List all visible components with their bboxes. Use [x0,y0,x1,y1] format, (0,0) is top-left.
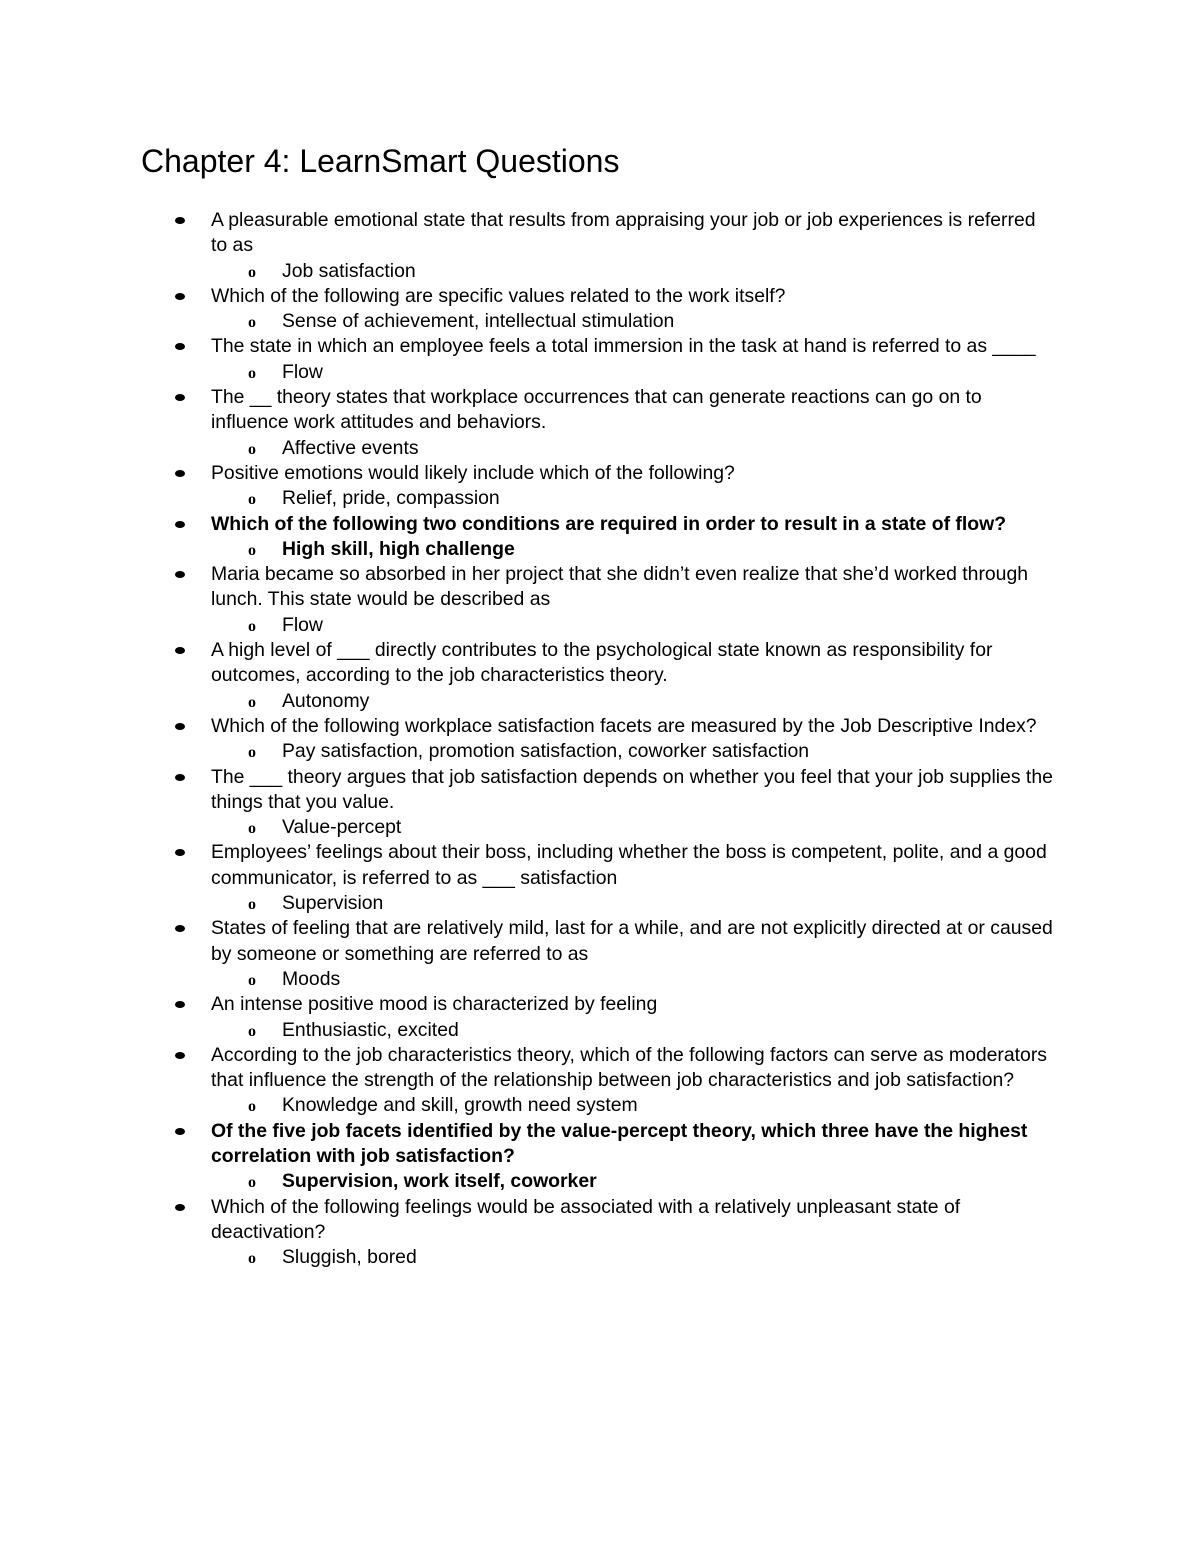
question-item-10 [0,765,1200,841]
answer-label: Knowledge and skill, growth need system [282,1094,638,1117]
answer-label: Supervision, work itself, coworker [282,1170,597,1193]
answer-label: Affective events [282,436,419,459]
question-label: Positive emotions would likely include which of the following? [211,461,735,484]
sub-bullet-icon: o [248,896,256,914]
answer-label: Autonomy [282,689,370,712]
question-label: An intense positive mood is characterized by feeling [211,993,658,1016]
bullet-icon [175,1128,185,1135]
answer-label: Sluggish, bored [282,1246,417,1269]
question-text [211,461,1056,486]
sub-bullet-icon: o [248,541,256,559]
question-item-3 [0,334,1200,385]
answer-label: Enthusiastic, excited [282,1018,459,1041]
answer-text [248,1169,1052,1194]
sub-bullet-icon: o [248,364,256,382]
bullet-icon [175,849,185,856]
question-text [211,714,1056,739]
question-text [211,765,1056,816]
sub-bullet-icon: o [248,491,256,509]
question-item-7 [0,562,1200,638]
question-text [211,916,1056,967]
question-text [211,562,1056,613]
bullet-icon [175,293,185,300]
sub-bullet-icon: o [248,1174,256,1192]
question-item-1 [0,208,1200,284]
question-text [211,208,1056,259]
question-item-8 [0,638,1200,714]
question-label: Which of the following are specific values related to the work itself? [211,284,786,307]
answer-text [248,815,1052,840]
answer-text [248,309,1052,334]
answer-text [248,360,1052,385]
answer-text [248,613,1052,638]
sub-bullet-icon: o [248,314,256,332]
bullet-icon [175,470,185,477]
answer-text [248,967,1052,992]
bullet-icon [175,1052,185,1059]
page-title: Chapter 4: LearnSmart Questions [141,143,620,179]
question-label: Which of the following workplace satisfaction facets are measured by the Job Descriptive Index? [211,714,1037,737]
sub-bullet-icon: o [248,1250,256,1268]
bullet-icon [175,394,185,401]
answer-text [248,537,1052,562]
question-item-11 [0,840,1200,916]
question-label: States of feeling that are relatively mild, last for a while, and are not explicitly directed at or caused by someone or something are referred to as [211,917,1053,965]
sub-bullet-icon: o [248,744,256,762]
bullet-icon [175,925,185,932]
question-label: The state in which an employee feels a total immersion in the task at hand is referred to as ____ [211,335,1036,358]
answer-label: Job satisfaction [282,259,416,282]
sub-bullet-icon: o [248,820,256,838]
bullet-icon [175,521,185,528]
question-text [211,992,1056,1017]
question-text [211,1043,1056,1094]
sub-bullet-icon: o [248,693,256,711]
answer-label: Relief, pride, compassion [282,487,500,510]
sub-bullet-icon: o [248,617,256,635]
question-label: According to the job characteristics theory, which of the following factors can serve as moderators that influence the strength of the relationship between job characteristics and job satisfaction? [211,1043,1047,1092]
bullet-icon [175,217,185,224]
question-label: Which of the following feelings would be associated with a relatively unpleasant state of deactivation? [211,1195,961,1243]
answer-label: High skill, high challenge [282,537,515,560]
answer-text [248,739,1052,764]
question-text [211,840,1056,891]
question-text [211,512,1056,537]
bullet-icon [175,774,185,781]
question-item-13 [0,992,1200,1043]
question-label: Employees’ feelings about their boss, including whether the boss is competent, polite, and a good communicator, is referred to as ___ satisfaction [211,841,1047,889]
question-item-16 [0,1195,1200,1271]
bullet-icon [175,647,185,654]
answer-label: Flow [282,613,323,636]
answer-label: Value-percept [282,816,402,839]
question-text [211,1195,1056,1246]
bullet-icon [175,723,185,730]
bullet-icon [175,343,185,350]
sub-bullet-icon: o [248,1098,256,1116]
question-item-9 [0,714,1200,765]
answer-label: Pay satisfaction, promotion satisfaction, coworker satisfaction [282,740,810,763]
question-text [211,334,1056,359]
question-text [211,638,1056,689]
question-label: A pleasurable emotional state that results from appraising your job or job experiences is referred to as [211,209,1036,257]
answer-text [248,891,1052,916]
answer-label: Sense of achievement, intellectual stimulation [282,310,675,333]
sub-bullet-icon: o [248,1022,256,1040]
answer-text [248,259,1052,284]
question-item-12 [0,916,1200,992]
answer-text [248,1245,1052,1270]
bullet-icon [175,1001,185,1008]
bullet-icon [175,571,185,578]
sub-bullet-icon: o [248,440,256,458]
answer-text [248,1018,1052,1043]
answer-text [248,436,1052,461]
question-list [0,208,1200,1270]
sub-bullet-icon: o [248,971,256,989]
question-item-15 [0,1119,1200,1195]
question-label: Maria became so absorbed in her project that she didn’t even realize that she’d worked through lunch. This state would be described as [211,563,1029,611]
question-text [211,385,1056,436]
question-item-6 [0,512,1200,563]
question-item-2 [0,284,1200,335]
answer-label: Supervision [282,892,384,915]
question-label: The ___ theory argues that job satisfaction depends on whether you feel that your job supplies the things that you value. [211,765,1053,813]
answer-text [248,1093,1052,1118]
answer-text [248,486,1052,511]
answer-label: Flow [282,360,323,383]
question-label: A high level of ___ directly contributes to the psychological state known as responsibility for outcomes, according to the job characteristics theory. [211,639,993,687]
bullet-icon [175,1204,185,1211]
question-label: Of the five job facets identified by the value-percept theory, which three have the highest correlation with job satisfaction? [211,1119,1028,1167]
question-item-14 [0,1043,1200,1119]
question-label: Which of the following two conditions are required in order to result in a state of flow? [211,512,1007,535]
sub-bullet-icon: o [248,263,256,281]
answer-text [248,689,1052,714]
question-text [211,284,1056,309]
question-label: The __ theory states that workplace occurrences that can generate reactions can go on to influence work attitudes and behaviors. [211,386,982,434]
answer-label: Moods [282,967,341,990]
question-item-5 [0,461,1200,512]
question-item-4 [0,385,1200,461]
question-text [211,1119,1056,1170]
